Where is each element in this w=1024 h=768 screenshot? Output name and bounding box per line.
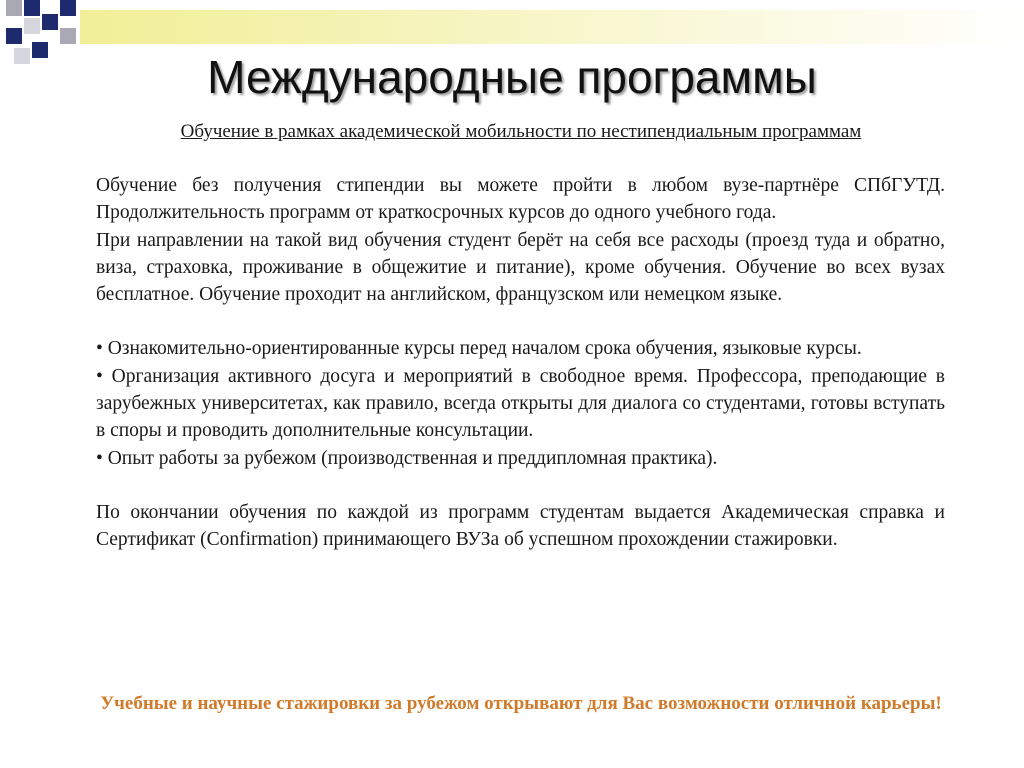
decor-square xyxy=(60,0,76,16)
header-band xyxy=(80,10,1024,44)
decor-square xyxy=(42,14,58,30)
bullet-item: • Организация активного досуга и мероприятий в свободное время. Профессора, преподающие в зарубежных университетах, как правило, всегда открыты для диалога со студентами, готовы вступать в споры и проводить дополнительные консультации. xyxy=(96,365,945,442)
bullet-item: • Ознакомительно-ориентированные курсы перед началом срока обучения, языковые курсы. xyxy=(96,338,862,360)
closing-statement: Учебные и научные стажировки за рубежом открывают для Вас возможности отличной карьеры! xyxy=(100,693,942,714)
decor-square xyxy=(60,28,76,44)
decor-square xyxy=(24,0,40,16)
final-paragraph: По окончании обучения по каждой из программ студентам выдается Академическая справка и Сертификат (Confirmation) принимающего ВУЗа об успешном прохождении стажировки. xyxy=(96,501,945,551)
bullet-item: • Опыт работы за рубежом (производственная и преддипломная практика). xyxy=(96,447,718,469)
decor-square xyxy=(6,0,22,16)
subtitle: Обучение в рамках академической мобильности по нестипендиальным программам xyxy=(180,121,862,142)
decor-square xyxy=(24,18,40,34)
page-title: Международные программы xyxy=(207,51,817,103)
decor-square xyxy=(6,28,22,44)
paragraph: При направлении на такой вид обучения студент берёт на себя все расходы (проезд туда и обратно, виза, страховка, проживание в общежитие и питание), кроме обучения. Обучение во всех вузах бесплатное. Обучение проходит на английском, французском или немецком языке. xyxy=(96,229,945,306)
paragraph: Обучение без получения стипендии вы можете пройти в любом вузе-партнёре СПбГУТД. Продолжительность программ от краткосрочных курсов до одного учебного года. xyxy=(96,175,945,224)
main-text xyxy=(96,172,945,554)
